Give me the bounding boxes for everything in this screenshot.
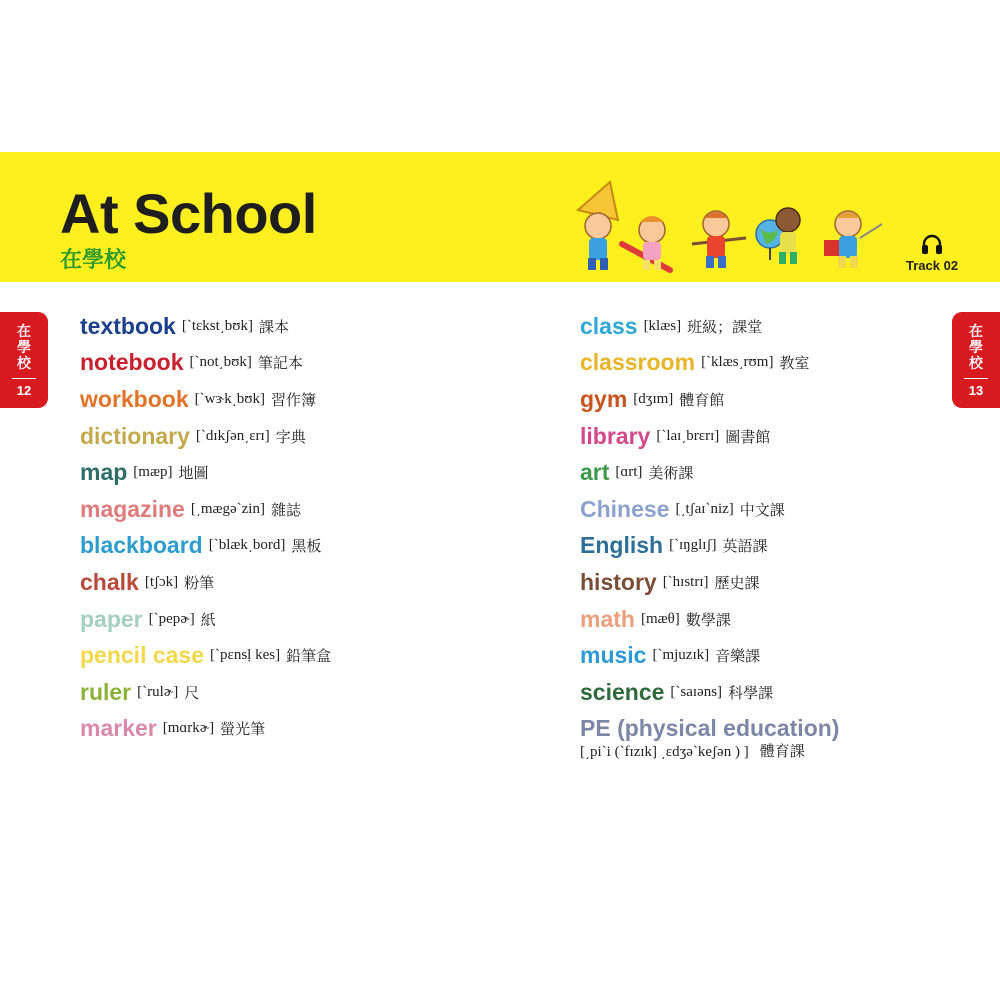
vocab-translation: 美術課 <box>648 464 694 483</box>
vocab-word: science <box>580 678 665 705</box>
vocab-entry <box>580 491 845 528</box>
vocab-word: marker <box>80 715 157 742</box>
vocab-word: magazine <box>80 495 185 522</box>
vocab-translation: 音樂課 <box>715 647 761 666</box>
vocab-translation: 數學課 <box>685 610 731 629</box>
vocab-entry <box>80 491 331 528</box>
vocab-entry <box>80 564 331 601</box>
vocab-phonetic: [dʒɪm] <box>633 390 674 407</box>
vocab-word: ruler <box>80 678 132 705</box>
vocab-word: history <box>580 568 657 595</box>
tab-right-page-number: 13 <box>968 383 984 398</box>
vocab-word: math <box>580 605 635 632</box>
vocab-translation: 圖書館 <box>725 427 771 446</box>
vocab-entry <box>580 454 845 491</box>
vocab-word: English <box>580 532 664 559</box>
vocab-word: dictionary <box>80 422 190 449</box>
vocab-phonetic: [`dɪkʃən͵ɛrɪ] <box>195 427 270 444</box>
kids-illustration <box>570 180 890 280</box>
vocab-phonetic: [`laɪ͵brɛrɪ] <box>656 427 720 444</box>
vocab-phonetic: [`pɛnsḷ kes] <box>210 647 281 664</box>
vocab-phonetic: [͵mægə`zin] <box>190 500 265 517</box>
vocab-phonetic: [tʃɔk] <box>144 573 179 590</box>
vocab-word: chalk <box>80 568 139 595</box>
vocab-phonetic: [`blæk͵bord] <box>208 537 286 554</box>
vocab-phonetic: [`wɝk͵bʊk] <box>194 390 265 407</box>
pe-phonetic: [͵pi`i (`fɪzɪk] ͵ɛdʒə`keʃən ) ] <box>580 744 749 760</box>
tab-left-text: 在學校 <box>17 324 31 372</box>
vocab-translation: 尺 <box>184 683 200 702</box>
vocab-entry <box>580 637 845 674</box>
vocab-translation: 紙 <box>200 610 216 629</box>
vocab-phonetic: [mæθ] <box>640 610 680 627</box>
vocab-entry <box>580 418 845 455</box>
vocab-translation: 鉛筆盒 <box>286 647 332 666</box>
tab-left-page-number: 12 <box>16 383 32 398</box>
vocab-entry <box>80 308 331 345</box>
vocab-phonetic: [`rulɚ] <box>137 683 179 700</box>
vocab-translation: 課本 <box>259 317 290 336</box>
vocab-phonetic: [`pepɚ] <box>148 610 195 627</box>
vocab-word: textbook <box>80 312 176 339</box>
vocab-entry <box>80 454 331 491</box>
vocab-word: music <box>580 642 647 669</box>
vocab-entry <box>580 601 845 638</box>
vocab-word: art <box>580 459 610 486</box>
track-label: Track 02 <box>906 258 959 273</box>
vocab-word: library <box>580 422 651 449</box>
vocab-translation: 班級；課堂 <box>687 317 763 336</box>
vocab-translation: 科學課 <box>728 683 774 702</box>
vocab-entry <box>80 601 331 638</box>
vocab-translation: 地圖 <box>178 464 209 483</box>
vocab-entry <box>580 381 845 418</box>
vocab-phonetic: [`hɪstrɪ] <box>662 573 709 590</box>
vocab-word: pencil case <box>80 642 205 669</box>
pe-translation: 體育課 <box>759 742 805 760</box>
vocab-translation: 螢光筆 <box>220 720 266 739</box>
vocab-translation: 習作簿 <box>271 390 317 409</box>
vocab-entry <box>580 674 845 711</box>
page-tab-left <box>0 312 48 408</box>
page-subtitle: 在學校 <box>60 248 127 273</box>
vocab-phonetic: [`tɛkst͵bʊk] <box>181 317 254 334</box>
vocab-translation: 黑板 <box>291 537 322 556</box>
vocab-word: paper <box>80 605 143 632</box>
vocab-entry <box>80 345 331 382</box>
vocab-translation: 筆記本 <box>257 354 303 373</box>
vocab-phonetic: [͵tʃaɪ`niz] <box>675 500 734 517</box>
vocab-word: map <box>80 459 128 486</box>
vocab-translation: 雜誌 <box>270 500 301 519</box>
vocab-translation: 歷史課 <box>714 573 760 592</box>
vocab-word: notebook <box>80 349 184 376</box>
vocab-entry <box>80 711 331 748</box>
vocab-translation: 英語課 <box>722 537 768 556</box>
vocab-word: gym <box>580 385 628 412</box>
vocab-phonetic: [ɑrt] <box>615 464 643 481</box>
vocab-word: PE (physical education) <box>580 715 840 742</box>
tab-right-divider <box>964 378 988 379</box>
vocab-word: Chinese <box>580 495 670 522</box>
vocab-translation: 中文課 <box>739 500 785 519</box>
vocab-entry <box>80 637 331 674</box>
vocab-translation: 教室 <box>779 354 810 373</box>
vocab-word: blackboard <box>80 532 203 559</box>
vocab-list-right <box>580 308 845 747</box>
tab-right-text: 在學校 <box>969 324 983 372</box>
vocab-entry <box>80 418 331 455</box>
vocab-entry <box>580 345 845 382</box>
vocab-phonetic: [klæs] <box>643 317 682 334</box>
vocab-phonetic: [`saɪəns] <box>670 683 723 700</box>
tab-left-divider <box>12 378 36 379</box>
vocab-translation: 粉筆 <box>184 573 215 592</box>
vocab-list-left <box>80 308 331 747</box>
pe-detail <box>580 740 805 761</box>
vocab-translation: 體育館 <box>679 390 725 409</box>
vocab-entry <box>580 564 845 601</box>
vocab-entry <box>80 381 331 418</box>
vocab-entry <box>580 528 845 565</box>
vocab-word: classroom <box>580 349 696 376</box>
headphones-icon <box>920 232 944 256</box>
vocab-phonetic: [mæp] <box>133 464 173 481</box>
page-tab-right <box>952 312 1000 408</box>
vocab-entry <box>80 528 331 565</box>
page-title: At School <box>60 182 317 245</box>
vocab-phonetic: [`ɪŋglɪʃ] <box>669 537 717 554</box>
vocab-entry <box>580 308 845 345</box>
vocab-phonetic: [`klæs͵rʊm] <box>701 354 774 371</box>
vocab-phonetic: [`not͵bʊk] <box>189 354 252 371</box>
vocab-translation: 字典 <box>275 427 306 446</box>
vocab-word: workbook <box>80 385 189 412</box>
vocab-entry <box>80 674 331 711</box>
vocab-word: class <box>580 312 638 339</box>
vocab-phonetic: [`mjuzɪk] <box>652 647 710 664</box>
vocab-phonetic: [mɑrkɚ] <box>162 720 215 737</box>
